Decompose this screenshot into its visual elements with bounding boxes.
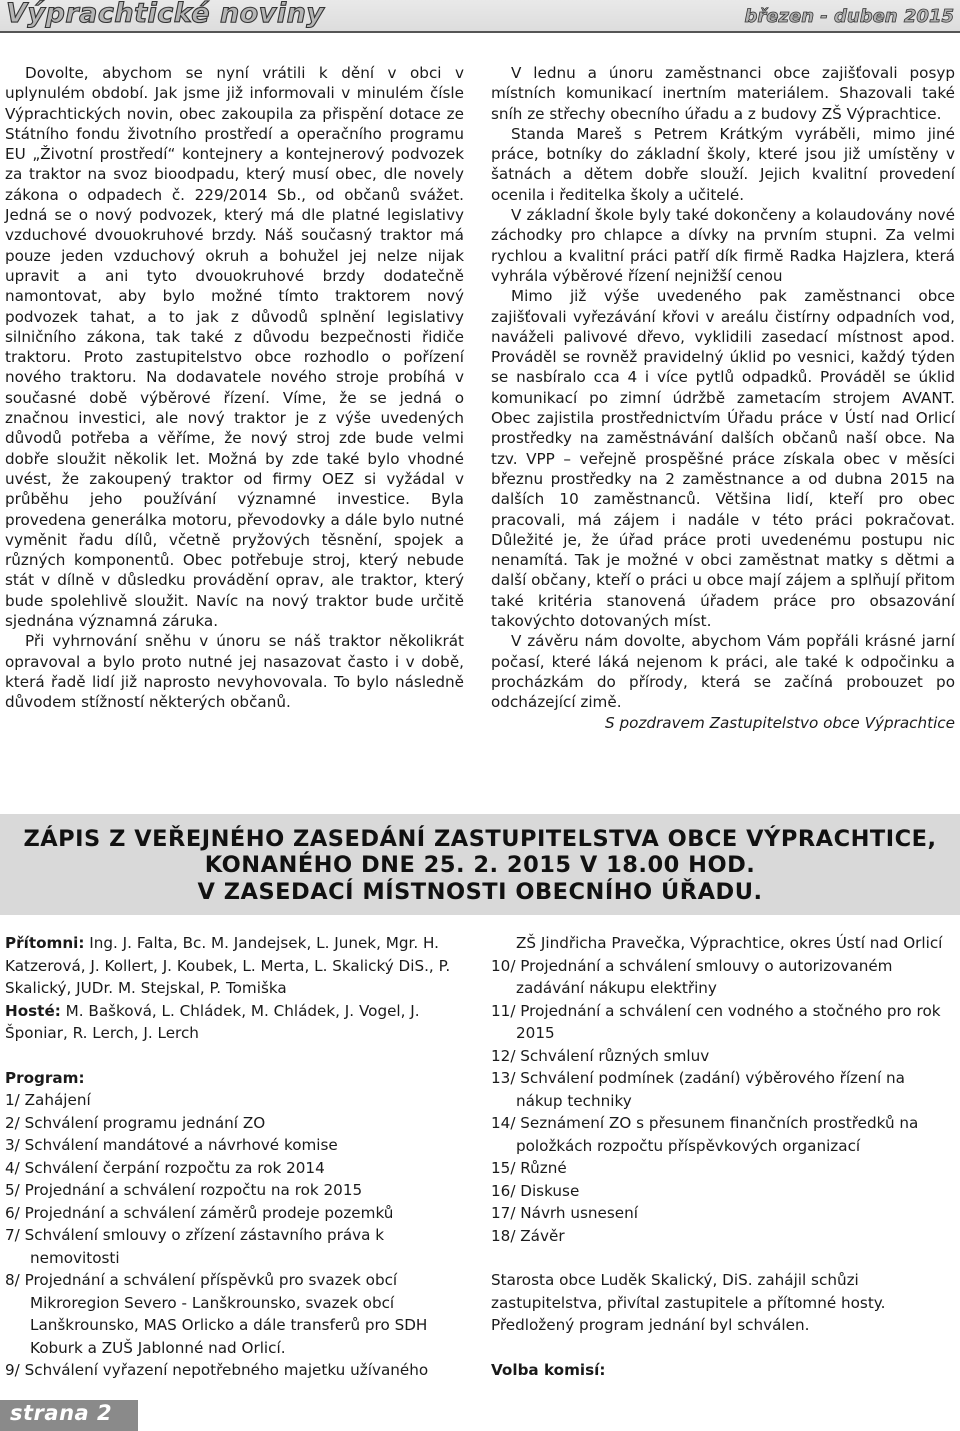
guests-list: M. Bašková, L. Chládek, M. Chládek, J. Vogel, J. Šponiar, R. Lerch, J. Lerch xyxy=(5,1001,420,1042)
minutes-column-right xyxy=(491,932,955,1381)
program-item: 8/ Projednání a schválení příspěvků pro svazek obcí Mikroregion Severo - Lanškrounsko, svazek obcí Lanškrounsko, MAS Orlicko a dále transferů pro SDH Koburk a ZUŠ Jablonné nad Orlicí. xyxy=(5,1271,428,1357)
program-item: 1/ Zahájení xyxy=(5,1091,91,1109)
program-item: 18/ Závěr xyxy=(491,1226,565,1245)
program-item: 7/ Schválení smlouvy o zřízení zástavního práva k nemovitosti xyxy=(5,1226,385,1267)
program-approved-note: Předložený program jednání byl schválen. xyxy=(491,1316,810,1334)
program-item: 14/ Seznámení ZO s přesunem finančních prostředků na položkách rozpočtu příspěvkových organizací xyxy=(491,1114,919,1155)
article-paragraph: Mimo již výše uvedeného pak zaměstnanci obce zajišťovali vyřezávání křovi v areálu čistírny odpadních vod, naváželi palivové dřevo, vyklidili zasedací místnost apod. Prováděl se rovněž pravidelný úklid po vesnici, každý týden se nasbíralo cca 4 i více pytlů odpadků. Prováděl se úklid komunikací po zimní údržbě zametacím strojem AVANT. Obec zajistila prostřednictvím Úřadu práce v Ústí nad Orlicí prostředky na zaměstnávání dalších občanů naší obce. Na tzv. VPP – veřejně prospěšné práce získala obec v měsíci březnu prostředky na 2 zaměstnance a od dubna 2015 na dalších 10 zaměstnanců. Většina lidí, kteří pro obec pracovali, má zájem i nadále v této práci pokračovat. Důležité je, že úřad práce proti uvedenému postupu nic nenamítá. Tak je možné v obci zaměstnat matky s dětmi a další občany, kteří o práci u obce mají zájem a splňují přitom také kritéria stanovená úřadem práce pro obsazování takovýchto dotovaných míst. xyxy=(491,287,955,631)
program-item: 6/ Projednání a schválení záměrů prodeje pozemků xyxy=(5,1203,394,1222)
article-column-right xyxy=(491,63,955,733)
article-column-left xyxy=(5,63,464,713)
program-item: 13/ Schválení podmínek (zadání) výběrového řízení na nákup techniky xyxy=(491,1069,905,1110)
program-item: 15/ Různé xyxy=(491,1159,567,1177)
attendees xyxy=(5,932,464,1000)
program-item-continued: ZŠ Jindřicha Pravečka, Výprachtice, okres Ústí nad Orlicí xyxy=(516,934,943,952)
program-item: 4/ Schválení čerpání rozpočtu za rok 2014 xyxy=(5,1158,325,1177)
program-item: 5/ Projednání a schválení rozpočtu na rok 2015 xyxy=(5,1181,363,1199)
program-item: 9/ Schválení vyřazení nepotřebného majetku užívaného xyxy=(5,1361,429,1379)
program-item: 10/ Projednání a schválení smlouvy o autorizovaném zadávání nákupu elektřiny xyxy=(491,956,893,997)
committee-election-label: Volba komisí: xyxy=(491,1360,606,1379)
minutes-title-line-1: ZÁPIS Z VEŘEJNÉHO ZASEDÁNÍ ZASTUPITELSTVA OBCE VÝPRACHTICE, xyxy=(23,826,937,852)
page-number: strana 2 xyxy=(10,1401,113,1425)
minutes-column-left xyxy=(5,932,464,1382)
program-item: 17/ Návrh usnesení xyxy=(491,1204,638,1222)
program-item: 16/ Diskuse xyxy=(491,1181,580,1200)
guests-label: Hosté: xyxy=(5,1001,61,1020)
guests xyxy=(5,1000,464,1045)
minutes-title-line-3: V ZASEDACÍ MÍSTNOSTI OBECNÍHO ÚŘADU. xyxy=(197,879,763,905)
article-paragraph: Standa Mareš s Petrem Krátkým vyráběli, mimo jiné práce, botníky do základní školy, které jsou již umístěny v šatnách a dětem dobře slouží. Jejich kvalitní provedení ocenila i ředitelka školy a učitelé. xyxy=(491,124,955,204)
program-item: 12/ Schválení různých smluv xyxy=(491,1046,710,1065)
article-signature: S pozdravem Zastupitelstvo obce Výprachtice xyxy=(605,713,955,732)
program-item: 3/ Schválení mandátové a návrhové komise xyxy=(5,1136,338,1154)
article-paragraph: V základní škole byly také dokončeny a kolaudovány nové záchodky pro chlapce a dívky na prvním stupni. Za velmi rychlou a kvalitní práci patří dík firmě Radka Hajzlera, která vyhrála výběrové řízení nejnižší cenou xyxy=(491,206,955,285)
program-item: 11/ Projednání a schválení cen vodného a stočného pro rok 2015 xyxy=(491,1001,941,1042)
header-rule xyxy=(0,31,960,33)
newsletter-title: Výprachtické noviny xyxy=(6,0,325,29)
attendees-list: Ing. J. Falta, Bc. M. Jandejsek, L. Junek, Mgr. H. Katzerová, J. Kollert, J. Koubek, L. Merta, L. Skalický DiS., P. Skalický, JUDr. M. Stejskal, P. Tomiška xyxy=(5,934,451,997)
attendees-label: Přítomni: xyxy=(5,934,85,952)
meeting-opening-note: Starosta obce Luděk Skalický, DiS. zahájil schůzi zastupitelstva, přivítal zastupitele a přítomné hosty. xyxy=(491,1271,886,1312)
article-paragraph: Dovolte, abychom se nyní vrátili k dění v obci v uplynulém období. Jak jsme již informovali v minulém čísle Výprachtických novin, obec zakoupila za přispění dotace ze Státního fondu životního prostředí a operačního programu EU „Životní prostředí“ kontejnery a kontejnerový podvozek za traktor na svoz bioodpadu, který musí obec, dle novely zákona o odpadech č. 229/2014 Sb., od občanů svážet. Jedná se o nový podvozek, který má dle platné legislativy vzduchové dvouokruhové brzdy. Náš současný traktor má pouze jeden vzduchový okruh a bohužel jej nelze nijak upravit a ani tyto dvouokruhové brzdy dodatečně namontovat, aby bylo možné tímto traktorem nový podvozek tahat, a to jak z důvodů splnění legislativy silničního zákona, tak také z důvodu bezpečnosti řidiče traktoru. Proto zastupitelstvo obce rozhodlo o pořízení nového traktoru. Na dodavatele nového stroje probíhá v současné době výběrové řízení. Víme, že se jedná o značnou investici, ale nový traktor je z výše uvedených důvodů potřeba a věříme, že nový stroj zde bude velmi dobře sloužit několik let. Možná by zde také bylo vhodné uvést, že zakoupený traktor od firmy OEZ si vyžádal v průběhu jeho používání významné investice. Byla provedena generálka motoru, převodovky a dále bylo nutné vyměnit řadu dílů, včetně pryžových těsnění, spojek a různých komponentů. Obec potřebuje stroj, který nebude stát v dílně v důsledku provádění oprav, ale traktor, který bude spolehlivě sloužit. Navíc na nový traktor bude určitě sjednána významná záruka. xyxy=(5,64,464,631)
newsletter-header xyxy=(0,0,960,33)
program-item: 2/ Schválení programu jednání ZO xyxy=(5,1113,266,1132)
program-label: Program: xyxy=(5,1068,85,1087)
article-paragraph: V lednu a únoru zaměstnanci obce zajišťovali posyp místních komunikací inertním materiálem. Shazovali také sníh ze střechy obecního úřadu a z budovy ZŠ Výprachtice. xyxy=(491,64,955,123)
article-paragraph: V závěru nám dovolte, abychom Vám popřáli krásné jarní počasí, které láká nejenom k práci, ale také k odpočinku a procházkám do přírody, která se začíná probouzet po odcházející zimě. xyxy=(491,632,955,712)
minutes-title-line-2: KONANÉHO DNE 25. 2. 2015 V 18.00 HOD. xyxy=(204,852,756,878)
issue-date: březen - duben 2015 xyxy=(744,6,954,27)
article-paragraph: Při vyhrnování sněhu v únoru se náš traktor několikrát opravoval a bylo proto nutné jej nasazovat často i v době, která řadě lidí již naprosto nevyhovovala. To bylo následně důvodem stížností některých občanů. xyxy=(5,632,464,712)
